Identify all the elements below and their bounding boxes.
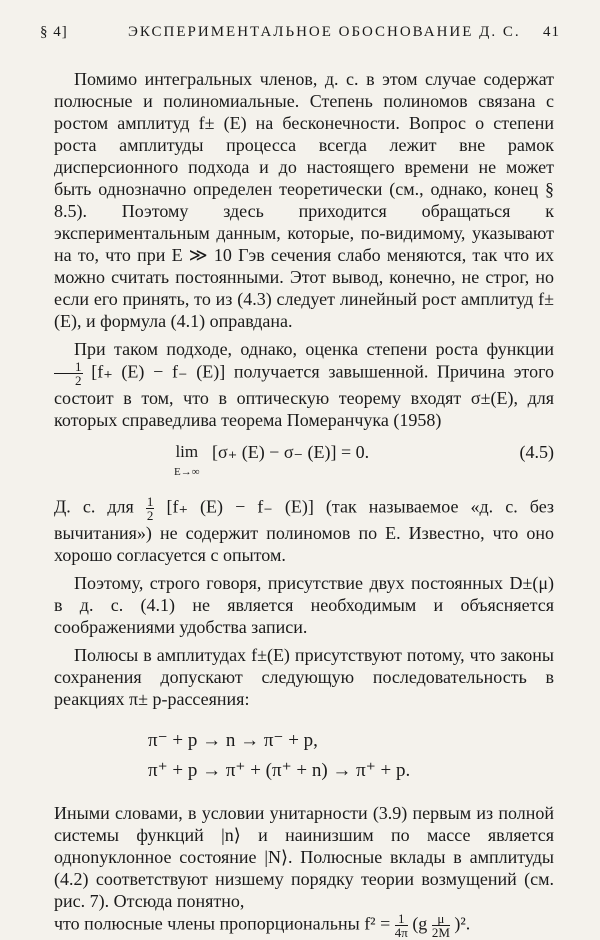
limit-operator: lim E→∞: [174, 442, 200, 478]
equation-expression: [σ₊ (E) − σ₋ (E)] = 0.: [212, 442, 370, 462]
fraction-one-half: $\frac{1}{2}$: [146, 494, 154, 523]
fraction-one-half: $\frac{1}{2}$: [54, 360, 83, 387]
paragraph-3: Д. с. для $\frac{1}{2}$ [f₊ (E) − f₋ (E)] (так называемое «д. с. без вычитания») не содержит полиномов по E. Известно, что оно хорошо согласуется с опытом.: [54, 494, 555, 565]
page-header: [40, 24, 560, 50]
running-title: ЭКСПЕРИМЕНТАЛЬНОЕ ОБОСНОВАНИЕ Д. С.: [128, 24, 521, 40]
paragraph-5: Полюсы в амплитудах f±(E) присутствуют потому, что законы сохранения допускают следующую последовательность в реакциях π± p-рассеяния:: [54, 645, 554, 709]
section-marker: § 4]: [40, 24, 68, 40]
equation-number: (4.5): [519, 442, 554, 462]
reaction-line-1: π⁻ + p → n → π⁻ + p,: [148, 730, 318, 751]
reaction-sequences: [148, 726, 554, 786]
paragraph-6: Иными словами, в условии унитарности (3.9) первым из полной системы функций |n⟩ и наинизшим по массе является одноnуклонное состояние |N⟩. Полюсные вклады в амплитуды (4.2) соответствуют низшему порядку теории возмущений (см. рис. 7). Отсюда понятно,: [54, 803, 554, 911]
paragraph-2-rest: [f₊ (E) − f₋ (E)] получается завышенной. Причина этого состоит в том, что в оптическую теорему входят σ±(E), для которых справедлива теорема Померанчука (1958): [54, 361, 554, 430]
equation-4-5: [54, 435, 554, 491]
paragraph-1: Помимо интегральных членов, д. с. в этом случае содержат полюсные и полиномиальные. Степень полиномов связана с ростом амплитуд f± (E) на бесконечности. Вопрос о степени роста амплитуды процесса всегда лежит вне рамок дисперсионного подхода и до настоящего времени не может быть однозначно определен теоретически (см., однако, конец § 8.5). Поэтому здесь приходится обращаться к экспериментальным данным, которые, по-видимому, указывают на то, что при E ≫ 10 Гэв сечения слабо меняются, так что их можно считать постоянными. Этот вывод, конечно, не строг, но если его принять, то из (4.3) следует линейный рост амплитуд f± (E), и формула (4.1) оправдана.: [54, 69, 554, 331]
page-body: [54, 68, 554, 939]
page-number: 41: [543, 24, 560, 40]
paragraph-2: [54, 338, 554, 431]
paragraph-4: Поэтому, строго говоря, присутствие двух постоянных D±(μ) в д. с. (4.1) не является необходимым и объясняется соображениями удобства записи.: [54, 573, 554, 637]
paragraph-2-start: При таком подходе, однако, оценка степени роста функции: [74, 339, 554, 359]
reaction-line-2: π⁺ + p → π⁺ + (π⁺ + n) → π⁺ + p.: [148, 760, 411, 781]
fraction-mu-over-2m: $\frac{\mu}{2M}$: [431, 911, 450, 940]
paragraph-6-formula-line: что полюсные члены пропорциональны f² = $\frac{1}{4\pi}$ (g $\frac{\mu}{2M}$ )².: [54, 911, 471, 940]
fraction-one-over-four-pi: $\frac{1}{4\pi}$: [394, 911, 408, 940]
